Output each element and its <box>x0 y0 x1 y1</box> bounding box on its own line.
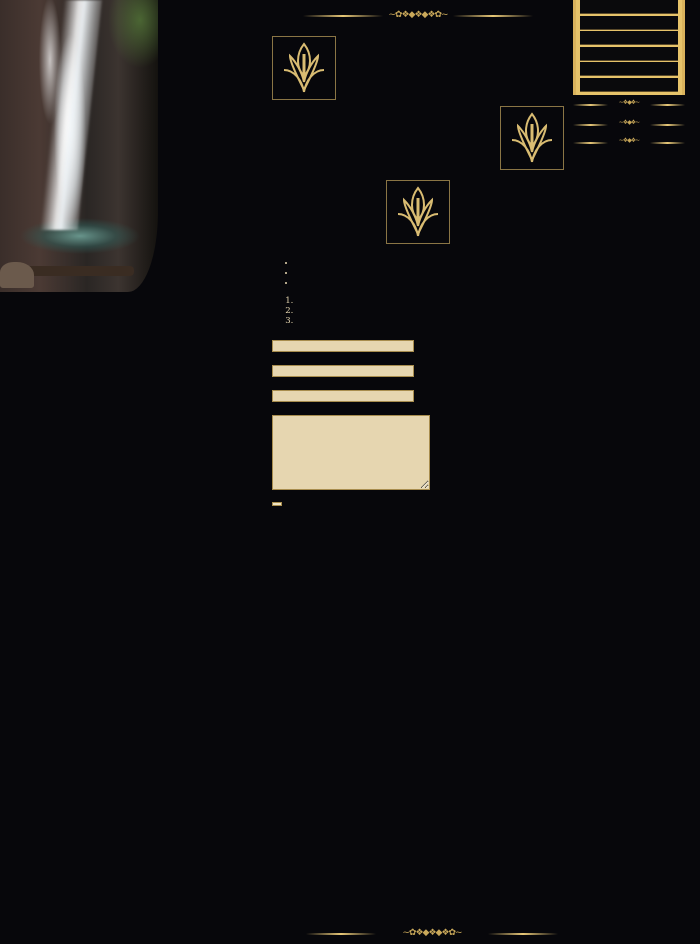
name-input[interactable] <box>272 340 414 352</box>
scroll-divider-icon: ~❖◆❖~ <box>573 99 685 111</box>
nav-link-6[interactable] <box>580 78 678 92</box>
send-message-button[interactable] <box>272 502 282 506</box>
email-input[interactable] <box>272 365 414 377</box>
nav-link-2[interactable] <box>580 16 678 30</box>
nav-link-3[interactable] <box>580 31 678 45</box>
message-textarea[interactable] <box>272 415 430 490</box>
numbered-list <box>296 296 564 326</box>
scroll-divider-icon: ~✿❖◆❖◆❖✿~ <box>306 928 558 940</box>
scroll-divider-icon: ~❖◆❖~ <box>573 137 685 149</box>
bulleted-list <box>296 258 564 288</box>
list-item <box>296 316 564 326</box>
left-sidebar <box>0 0 160 306</box>
lotus-emblem-icon <box>386 180 450 244</box>
waterfall-image <box>0 0 158 292</box>
subject-input[interactable] <box>272 390 414 402</box>
nav-link-5[interactable] <box>580 62 678 76</box>
list-item <box>296 268 564 278</box>
list-item <box>296 306 564 316</box>
list-item <box>296 296 564 306</box>
contact-form <box>272 340 564 507</box>
scroll-divider-icon: ~✿❖◆❖◆❖✿~ <box>303 10 533 22</box>
lotus-emblem-icon <box>272 36 336 100</box>
nav-home[interactable] <box>580 0 678 14</box>
main-navigation <box>573 0 685 95</box>
nav-link-4[interactable] <box>580 47 678 61</box>
list-item <box>296 258 564 268</box>
lotus-emblem-icon <box>500 106 564 170</box>
centered-example <box>272 180 564 244</box>
right-sidebar <box>573 0 685 149</box>
list-item <box>296 278 564 288</box>
main-content <box>272 0 564 507</box>
scroll-divider-icon: ~❖◆❖~ <box>573 119 685 131</box>
